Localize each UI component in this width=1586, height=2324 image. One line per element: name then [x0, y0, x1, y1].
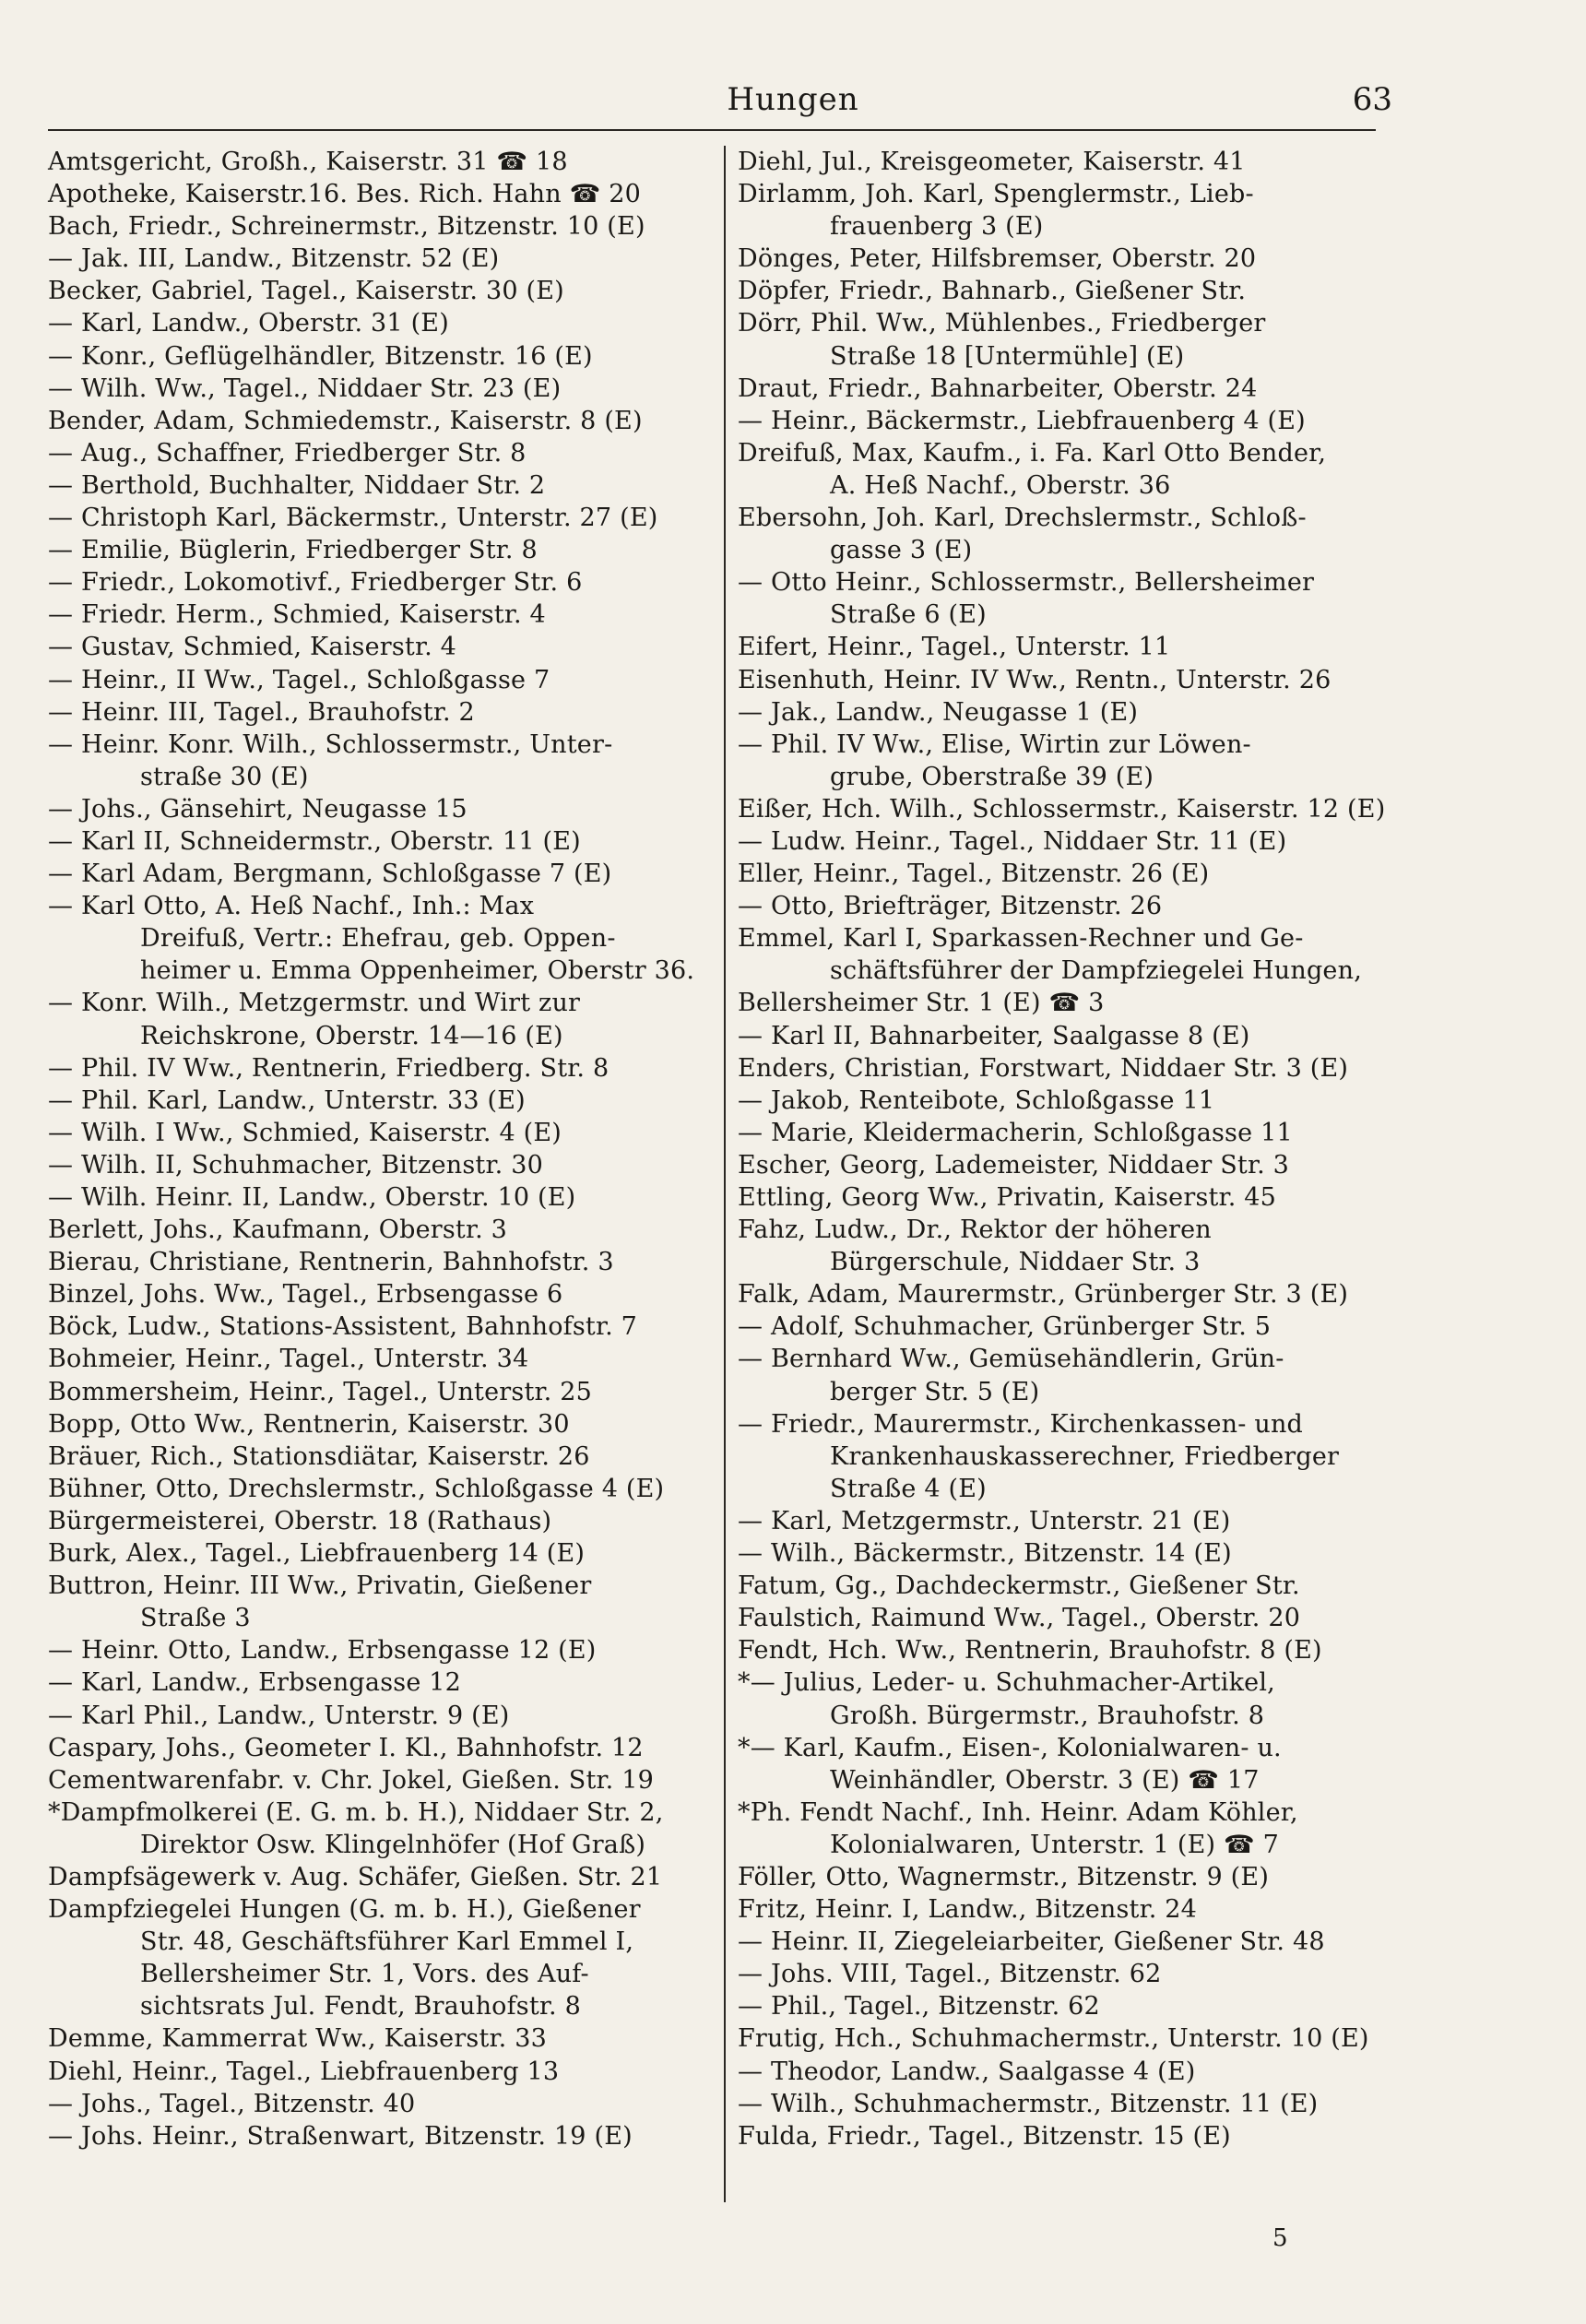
directory-entry: — Theodor, Landw., Saalgasse 4 (E) [738, 2057, 1196, 2086]
directory-entry: Bierau, Christiane, Rentnerin, Bahnhofstr. 3 [48, 1248, 614, 1277]
directory-entry: Eißer, Hch. Wilh., Schlossermstr., Kaiserstr. 12 (E) [738, 794, 1386, 824]
directory-entry: Bürgerschule, Niddaer Str. 3 [830, 1248, 1201, 1277]
directory-entry: — Karl Phil., Landw., Unterstr. 9 (E) [48, 1701, 510, 1730]
directory-entry: Draut, Friedr., Bahnarbeiter, Oberstr. 24 [738, 374, 1258, 403]
directory-entry: — Jak., Landw., Neugasse 1 (E) [738, 697, 1139, 727]
directory-entry: — Wilh. II, Schuhmacher, Bitzenstr. 30 [48, 1150, 543, 1180]
directory-entry: Bender, Adam, Schmiedemstr., Kaiserstr. 8 (E) [48, 406, 643, 435]
directory-entry: Bräuer, Rich., Stationsdiätar, Kaiserstr. 26 [48, 1441, 590, 1471]
directory-entry: — Wilh. Ww., Tagel., Niddaer Str. 23 (E) [48, 374, 562, 403]
directory-entry: — Otto, Briefträger, Bitzenstr. 26 [738, 892, 1163, 921]
directory-entry: Escher, Georg, Lademeister, Niddaer Str. 3 [738, 1150, 1290, 1180]
directory-entry: *— Karl, Kaufm., Eisen-, Kolonialwaren- u. [738, 1733, 1282, 1762]
directory-entry: — Heinr., II Ww., Tagel., Schloßgasse 7 [48, 665, 550, 694]
directory-entry: Weinhändler, Oberstr. 3 (E) ☎ 17 [830, 1765, 1260, 1795]
directory-entry: Binzel, Johs. Ww., Tagel., Erbsengasse 6 [48, 1280, 563, 1310]
directory-entry: Falk, Adam, Maurermstr., Grünberger Str. 3 (E) [738, 1280, 1349, 1310]
directory-entry: — Heinr. Konr. Wilh., Schlossermstr., Unter- [48, 729, 613, 759]
directory-entry: — Karl, Landw., Oberstr. 31 (E) [48, 309, 449, 338]
directory-entry: Amtsgericht, Großh., Kaiserstr. 31 ☎ 18 [48, 148, 568, 176]
directory-entry: — Johs. Heinr., Straßenwart, Bitzenstr. 19 (E) [48, 2121, 633, 2151]
directory-entry: — Karl II, Schneidermstr., Oberstr. 11 (E) [48, 826, 581, 856]
directory-entry: — Karl II, Bahnarbeiter, Saalgasse 8 (E) [738, 1021, 1250, 1050]
header-rule [48, 129, 1376, 131]
directory-entry: Burk, Alex., Tagel., Liebfrauenberg 14 (E) [48, 1539, 586, 1569]
directory-entry: Eisenhuth, Heinr. IV Ww., Rentn., Unterstr. 26 [738, 665, 1332, 694]
directory-entry: gasse 3 (E) [830, 536, 973, 565]
directory-entry: Cementwarenfabr. v. Chr. Jokel, Gießen. Str. 19 [48, 1765, 654, 1795]
directory-entry: Bohmeier, Heinr., Tagel., Unterstr. 34 [48, 1345, 529, 1374]
directory-entry: — Wilh. Heinr. II, Landw., Oberstr. 10 (E) [48, 1183, 576, 1212]
directory-entry: Fulda, Friedr., Tagel., Bitzenstr. 15 (E) [738, 2121, 1231, 2151]
left-column [48, 146, 707, 2152]
directory-entry: Straße 6 (E) [830, 600, 987, 630]
column-divider [724, 146, 726, 2202]
directory-entry: — Jakob, Renteibote, Schloßgasse 11 [738, 1085, 1215, 1115]
right-column [738, 146, 1388, 2152]
directory-entry: Berlett, Johs., Kaufmann, Oberstr. 3 [48, 1215, 508, 1245]
directory-entry: Bürgermeisterei, Oberstr. 18 (Rathaus) [48, 1506, 552, 1536]
directory-entry: Krankenhauskasserechner, Friedberger [830, 1441, 1340, 1471]
directory-entry: Großh. Bürgermstr., Brauhofstr. 8 [830, 1701, 1265, 1730]
directory-entry: Apotheke, Kaiserstr.16. Bes. Rich. Hahn ☎ 20 [48, 180, 642, 209]
directory-entry: — Phil. Karl, Landw., Unterstr. 33 (E) [48, 1085, 526, 1115]
page-title: Hungen [727, 81, 859, 118]
directory-entry: — Friedr., Lokomotivf., Friedberger Str. 6 [48, 568, 583, 598]
directory-entry: Buttron, Heinr. III Ww., Privatin, Gießener [48, 1571, 592, 1601]
directory-entry: — Phil., Tagel., Bitzenstr. 62 [738, 1992, 1100, 2022]
directory-entry: Reichskrone, Oberstr. 14—16 (E) [140, 1021, 563, 1050]
directory-entry: Eifert, Heinr., Tagel., Unterstr. 11 [738, 633, 1171, 662]
directory-entry: berger Str. 5 (E) [830, 1377, 1040, 1406]
directory-entry: Fritz, Heinr. I, Landw., Bitzenstr. 24 [738, 1895, 1198, 1925]
directory-entry: Faulstich, Raimund Ww., Tagel., Oberstr. 20 [738, 1604, 1301, 1633]
directory-entry: Föller, Otto, Wagnermstr., Bitzenstr. 9 (E) [738, 1862, 1270, 1891]
directory-entry: — Phil. IV Ww., Elise, Wirtin zur Löwen- [738, 729, 1251, 759]
directory-entry: heimer u. Emma Oppenheimer, Oberstr 36. [140, 956, 695, 986]
directory-entry: Straße 3 [140, 1604, 251, 1633]
directory-entry: — Wilh., Bäckermstr., Bitzenstr. 14 (E) [738, 1539, 1232, 1569]
directory-entry: Eller, Heinr., Tagel., Bitzenstr. 26 (E) [738, 860, 1210, 889]
directory-entry: — Karl, Landw., Erbsengasse 12 [48, 1668, 462, 1698]
directory-entry: Ebersohn, Joh. Karl, Drechslermstr., Schloß- [738, 504, 1307, 533]
directory-entry: Bellersheimer Str. 1, Vors. des Auf- [140, 1960, 589, 1989]
directory-entry: Direktor Osw. Klingelnhöfer (Hof Graß) [140, 1830, 646, 1859]
directory-entry: Fatum, Gg., Dachdeckermstr., Gießener Str. [738, 1571, 1300, 1601]
directory-entry: — Heinr. Otto, Landw., Erbsengasse 12 (E) [48, 1636, 597, 1666]
directory-entry: — Johs., Tagel., Bitzenstr. 40 [48, 2089, 416, 2118]
directory-entry: Fahz, Ludw., Dr., Rektor der höheren [738, 1215, 1212, 1245]
directory-entry: — Karl Adam, Bergmann, Schloßgasse 7 (E) [48, 860, 612, 889]
directory-entry: — Bernhard Ww., Gemüsehändlerin, Grün- [738, 1345, 1284, 1374]
directory-entry: Fendt, Hch. Ww., Rentnerin, Brauhofstr. 8 (E) [738, 1636, 1322, 1666]
directory-entry: — Johs., Gänsehirt, Neugasse 15 [48, 794, 468, 824]
directory-entry: — Heinr., Bäckermstr., Liebfrauenberg 4 (E) [738, 406, 1306, 435]
directory-entry: Dirlamm, Joh. Karl, Spenglermstr., Lieb- [738, 180, 1254, 209]
directory-entry: — Aug., Schaffner, Friedberger Str. 8 [48, 438, 527, 468]
directory-entry: — Gustav, Schmied, Kaiserstr. 4 [48, 633, 457, 662]
directory-entry: — Berthold, Buchhalter, Niddaer Str. 2 [48, 470, 546, 500]
directory-entry: Demme, Kammerrat Ww., Kaiserstr. 33 [48, 2024, 547, 2054]
page-number: 63 [1352, 81, 1392, 118]
directory-entry: Caspary, Johs., Geometer I. Kl., Bahnhofstr. 12 [48, 1733, 644, 1762]
directory-entry: straße 30 (E) [140, 762, 309, 791]
directory-entry: Bopp, Otto Ww., Rentnerin, Kaiserstr. 30 [48, 1409, 570, 1439]
directory-entry: — Wilh., Schuhmachermstr., Bitzenstr. 11 (E) [738, 2089, 1319, 2118]
directory-entry: — Adolf, Schuhmacher, Grünberger Str. 5 [738, 1312, 1272, 1342]
directory-entry: Dörr, Phil. Ww., Mühlenbes., Friedberger [738, 309, 1266, 338]
directory-entry: Diehl, Jul., Kreisgeometer, Kaiserstr. 41 [738, 148, 1246, 176]
directory-entry: sichtsrats Jul. Fendt, Brauhofstr. 8 [140, 1992, 581, 2022]
directory-entry: — Wilh. I Ww., Schmied, Kaiserstr. 4 (E) [48, 1118, 562, 1147]
directory-entry: Enders, Christian, Forstwart, Niddaer Str. 3 (E) [738, 1053, 1349, 1083]
directory-entry: Dampfziegelei Hungen (G. m. b. H.), Gießener [48, 1895, 641, 1925]
directory-entry: — Friedr. Herm., Schmied, Kaiserstr. 4 [48, 600, 546, 630]
directory-entry: Dampfsägewerk v. Aug. Schäfer, Gießen. Str. 21 [48, 1862, 663, 1891]
directory-entry: — Jak. III, Landw., Bitzenstr. 52 (E) [48, 244, 500, 274]
directory-entry: Emmel, Karl I, Sparkassen-Rechner und Ge- [738, 924, 1304, 954]
directory-entry: *— Julius, Leder- u. Schuhmacher-Artikel, [738, 1668, 1275, 1698]
directory-entry: grube, Oberstraße 39 (E) [830, 762, 1154, 791]
directory-entry: — Heinr. III, Tagel., Brauhofstr. 2 [48, 697, 475, 727]
directory-entry: — Johs. VIII, Tagel., Bitzenstr. 62 [738, 1960, 1162, 1989]
directory-entry: — Ludw. Heinr., Tagel., Niddaer Str. 11 (E) [738, 826, 1287, 856]
directory-entry: Straße 4 (E) [830, 1474, 987, 1503]
directory-entry: Bommersheim, Heinr., Tagel., Unterstr. 25 [48, 1377, 592, 1406]
directory-entry: Döpfer, Friedr., Bahnarb., Gießener Str. [738, 277, 1247, 306]
directory-entry: — Marie, Kleidermacherin, Schloßgasse 11 [738, 1118, 1293, 1147]
directory-entry: Str. 48, Geschäftsführer Karl Emmel I, [140, 1927, 634, 1957]
directory-entry: — Heinr. II, Ziegeleiarbeiter, Gießener Str. 48 [738, 1927, 1325, 1957]
directory-entry: Diehl, Heinr., Tagel., Liebfrauenberg 13 [48, 2057, 560, 2086]
directory-entry: Böck, Ludw., Stations-Assistent, Bahnhofstr. 7 [48, 1312, 638, 1342]
directory-entry: frauenberg 3 (E) [830, 212, 1044, 242]
directory-entry: schäftsführer der Dampfziegelei Hungen, [830, 956, 1362, 986]
directory-entry: Straße 18 [Untermühle] (E) [830, 341, 1185, 371]
directory-entry: — Emilie, Büglerin, Friedberger Str. 8 [48, 536, 538, 565]
directory-entry: — Konr. Wilh., Metzgermstr. und Wirt zur [48, 989, 581, 1018]
directory-entry: Dreifuß, Vertr.: Ehefrau, geb. Oppen- [140, 924, 616, 954]
directory-entry: — Otto Heinr., Schlossermstr., Bellersheimer [738, 568, 1315, 598]
directory-entry: Bellersheimer Str. 1 (E) ☎ 3 [738, 989, 1105, 1018]
directory-entry: — Phil. IV Ww., Rentnerin, Friedberg. Str. 8 [48, 1053, 610, 1083]
directory-entry: — Konr., Geflügelhändler, Bitzenstr. 16 (E) [48, 341, 593, 371]
directory-entry: Dönges, Peter, Hilfsbremser, Oberstr. 20 [738, 244, 1257, 274]
directory-entry: — Karl, Metzgermstr., Unterstr. 21 (E) [738, 1506, 1231, 1536]
directory-entry: Dreifuß, Max, Kaufm., i. Fa. Karl Otto Bender, [738, 438, 1327, 468]
directory-entry: Frutig, Hch., Schuhmachermstr., Unterstr. 10 (E) [738, 2024, 1369, 2054]
directory-entry: — Friedr., Maurermstr., Kirchenkassen- und [738, 1409, 1304, 1439]
directory-entry: *Ph. Fendt Nachf., Inh. Heinr. Adam Köhler, [738, 1797, 1298, 1827]
directory-entry: Ettling, Georg Ww., Privatin, Kaiserstr. 45 [738, 1183, 1277, 1212]
directory-entry: Bach, Friedr., Schreinermstr., Bitzenstr. 10 (E) [48, 212, 645, 242]
running-head [0, 81, 1586, 133]
directory-entry: — Christoph Karl, Bäckermstr., Unterstr. 27 (E) [48, 504, 658, 533]
directory-entry: A. Heß Nachf., Oberstr. 36 [830, 470, 1171, 500]
directory-entry: — Karl Otto, A. Heß Nachf., Inh.: Max [48, 892, 535, 921]
directory-entry: Kolonialwaren, Unterstr. 1 (E) ☎ 7 [830, 1830, 1279, 1859]
signature-mark: 5 [1272, 2224, 1288, 2252]
directory-entry: *Dampfmolkerei (E. G. m. b. H.), Niddaer Str. 2, [48, 1797, 664, 1827]
directory-entry: Becker, Gabriel, Tagel., Kaiserstr. 30 (E) [48, 277, 564, 306]
directory-entry: Bühner, Otto, Drechslermstr., Schloßgasse 4 (E) [48, 1474, 665, 1503]
